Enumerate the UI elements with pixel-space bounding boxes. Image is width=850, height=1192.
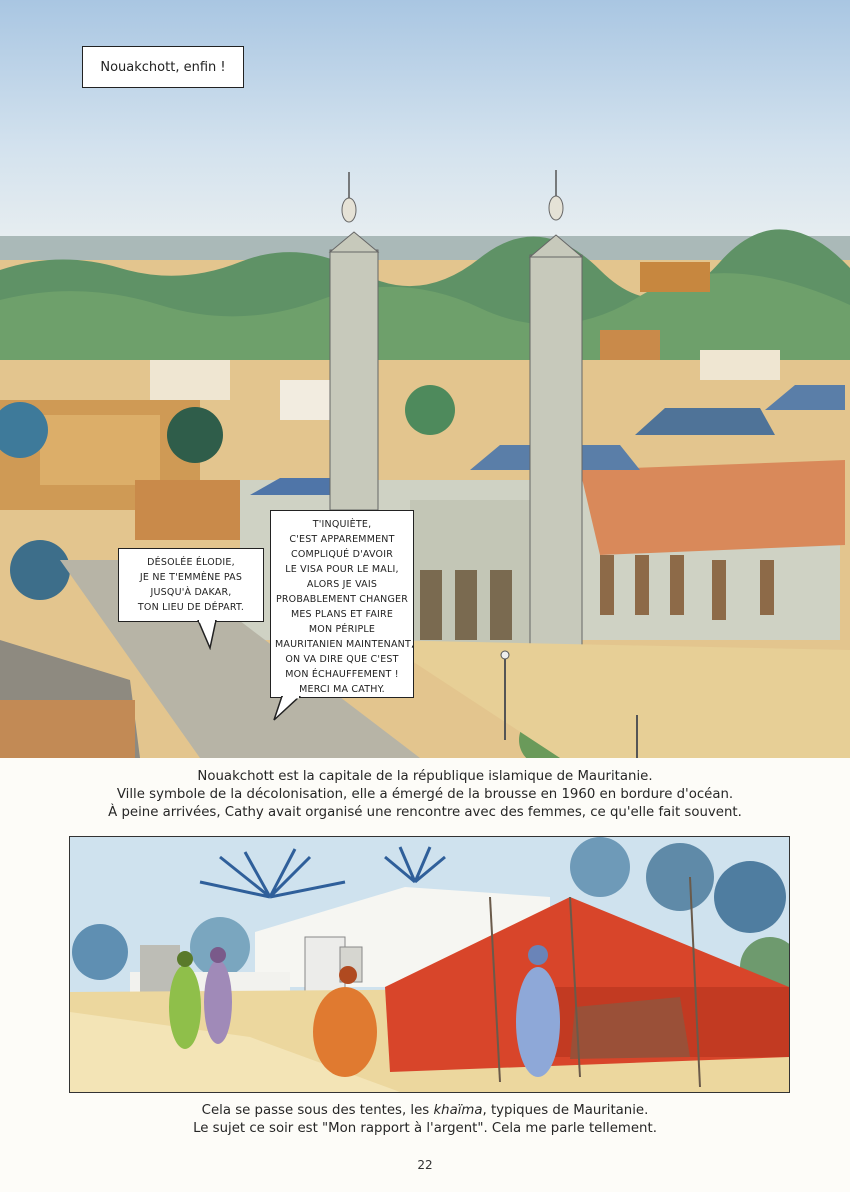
bubble-line: T'INQUIÈTE,	[312, 519, 372, 530]
speech-bubble-elodie	[270, 510, 414, 698]
narration-text: Cela se passe sous des tentes, les	[201, 1103, 434, 1118]
bubble-line: DÉSOLÉE ÉLODIE,	[147, 557, 235, 568]
bubble-line: TON LIEU DE DÉPART.	[137, 602, 245, 613]
narration-bottom	[0, 1102, 850, 1138]
bubble-line: MERCI MA CATHY.	[299, 684, 385, 695]
location-caption-text: Nouakchott, enfin !	[100, 59, 226, 75]
narration-line	[0, 1102, 850, 1120]
bubble-line: COMPLIQUÉ D'AVOIR	[290, 549, 393, 560]
bubble-line: MES PLANS ET FAIRE	[290, 609, 394, 620]
bubble-line: C'EST APPAREMMENT	[289, 534, 395, 545]
bubble-line: LE VISA POUR LE MALI,	[285, 564, 399, 575]
bubble-line: MON ÉCHAUFFEMENT !	[285, 669, 399, 680]
narration-top	[0, 768, 850, 822]
bubble-line: PROBABLEMENT CHANGER	[275, 594, 409, 605]
bubble-line: JE NE T'EMMÈNE PAS	[139, 572, 243, 583]
bubble-line: JUSQU'À DAKAR,	[150, 587, 232, 598]
narration-line: Le sujet ce soir est "Mon rapport à l'argent". Cela me parle tellement.	[193, 1121, 657, 1136]
narration-line: À peine arrivées, Cathy avait organisé une rencontre avec des femmes, ce qu'elle fait souvent.	[108, 805, 742, 820]
bubble-tail-right	[272, 696, 302, 722]
narration-text: , typiques de Mauritanie.	[482, 1103, 649, 1118]
narration-italic-term: khaïma	[433, 1103, 483, 1118]
tent-panel	[69, 836, 790, 1093]
bubble-tail-left	[196, 620, 220, 650]
narration-line: Ville symbole de la décolonisation, elle a émergé de la brousse en 1960 en bordure d'océan.	[116, 787, 734, 802]
location-caption	[82, 46, 244, 88]
bubble-line: MAURITANIEN MAINTENANT,	[275, 639, 415, 650]
bubble-line: MON PÉRIPLE	[308, 624, 376, 635]
page-number: 22	[417, 1158, 433, 1172]
bubble-line: ON VA DIRE QUE C'EST	[285, 654, 399, 665]
narration-line: Nouakchott est la capitale de la république islamique de Mauritanie.	[197, 769, 653, 784]
speech-bubble-cathy	[118, 548, 264, 622]
bubble-line: ALORS JE VAIS	[306, 579, 378, 590]
khaima-tent-illustration	[70, 837, 789, 1092]
